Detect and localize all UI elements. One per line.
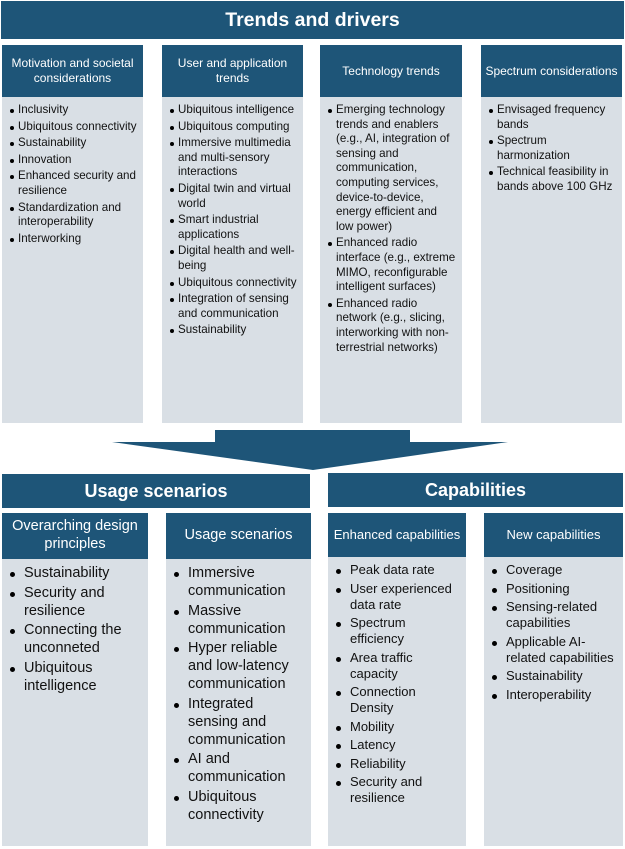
- list-item: Coverage: [492, 562, 617, 578]
- trend-item-list: [162, 97, 303, 338]
- usage-banner: [2, 474, 310, 508]
- list-item: Connecting the unconneted: [10, 621, 142, 657]
- list-item: Sustainability: [10, 136, 137, 151]
- list-item: Ubiquitous intelligence: [10, 659, 142, 695]
- list-item: Security and resilience: [10, 584, 142, 620]
- list-item: Reliability: [336, 756, 460, 772]
- usage-column-scenarios: [166, 513, 311, 846]
- capability-column-enhanced: [328, 513, 466, 846]
- list-item: Ubiquitous intelligence: [170, 103, 297, 118]
- list-item: Immersive multimedia and multi-sensory interactions: [170, 136, 297, 180]
- capabilities-title: Capabilities: [424, 479, 527, 500]
- list-item: Sensing-related capabilities: [492, 599, 617, 631]
- list-item: Ubiquitous connectivity: [170, 276, 297, 291]
- list-item: Interworking: [10, 232, 137, 247]
- list-item: Peak data rate: [336, 562, 460, 578]
- capabilities-banner: [328, 473, 623, 507]
- list-item: Sustainability: [10, 564, 142, 582]
- trends-banner: [1, 1, 624, 39]
- capability-item-list: [484, 557, 623, 703]
- list-item: Immersive communication: [174, 564, 305, 600]
- list-item: Positioning: [492, 581, 617, 597]
- trend-column-header: Spectrum considerations: [481, 45, 622, 97]
- trend-column-motivation: [2, 45, 143, 423]
- list-item: Sustainability: [492, 668, 617, 684]
- trend-column-header: Technology trends: [320, 45, 462, 97]
- list-item: Security and resilience: [336, 774, 460, 806]
- trend-item-list: [320, 97, 462, 355]
- list-item: Spectrum harmonization: [489, 134, 616, 163]
- list-item: AI and communication: [174, 750, 305, 786]
- usage-title: Usage scenarios: [84, 480, 228, 501]
- list-item: Enhanced radio network (e.g., slicing, interworking with non-terrestrial networks): [328, 297, 456, 355]
- list-item: Ubiquitous connectivity: [174, 788, 305, 824]
- trend-column-header: Motivation and societal considerations: [2, 45, 143, 97]
- trend-column-header: User and application trends: [162, 45, 303, 97]
- list-item: Mobility: [336, 719, 460, 735]
- list-item: Ubiquitous connectivity: [10, 120, 137, 135]
- list-item: Innovation: [10, 153, 137, 168]
- list-item: Massive communication: [174, 602, 305, 638]
- list-item: Area traffic capacity: [336, 650, 460, 682]
- capability-item-list: [328, 557, 466, 806]
- list-item: Digital twin and virtual world: [170, 182, 297, 211]
- list-item: User experienced data rate: [336, 581, 460, 613]
- usage-item-list: [2, 559, 148, 695]
- list-item: Integrated sensing and communication: [174, 695, 305, 749]
- trend-column-user-application: [162, 45, 303, 423]
- list-item: Enhanced security and resilience: [10, 169, 137, 198]
- trend-item-list: [2, 97, 143, 246]
- list-item: Smart industrial applications: [170, 213, 297, 242]
- usage-column-header: Overarching design principles: [2, 513, 148, 559]
- usage-column-header: Usage scenarios: [166, 513, 311, 559]
- capability-column-header: Enhanced capabilities: [328, 513, 466, 557]
- capability-column-header: New capabilities: [484, 513, 623, 557]
- list-item: Hyper reliable and low-latency communication: [174, 639, 305, 693]
- trend-item-list: [481, 97, 622, 195]
- list-item: Envisaged frequency bands: [489, 103, 616, 132]
- list-item: Integration of sensing and communication: [170, 292, 297, 321]
- list-item: Enhanced radio interface (e.g., extreme MIMO, reconfigurable intelligent surfaces): [328, 236, 456, 294]
- list-item: Standardization and interoperability: [10, 201, 137, 230]
- list-item: Spectrum efficiency: [336, 615, 460, 647]
- trends-title: Trends and drivers: [225, 8, 400, 31]
- list-item: Inclusivity: [10, 103, 137, 118]
- list-item: Applicable AI-related capabilities: [492, 634, 617, 666]
- down-arrow-icon: [0, 426, 625, 474]
- trend-column-technology: [320, 45, 462, 423]
- list-item: Latency: [336, 737, 460, 753]
- list-item: Connection Density: [336, 684, 460, 716]
- list-item: Emerging technology trends and enablers (e.g., AI, integration of sensing and communication, computing services, device-to-device, energy efficient and low power): [328, 103, 456, 234]
- list-item: Ubiquitous computing: [170, 120, 297, 135]
- list-item: Interoperability: [492, 687, 617, 703]
- usage-item-list: [166, 559, 311, 824]
- trend-column-spectrum: [481, 45, 622, 423]
- list-item: Digital health and well-being: [170, 244, 297, 273]
- list-item: Technical feasibility in bands above 100 GHz: [489, 165, 616, 194]
- usage-column-design-principles: [2, 513, 148, 846]
- list-item: Sustainability: [170, 323, 297, 338]
- capability-column-new: [484, 513, 623, 846]
